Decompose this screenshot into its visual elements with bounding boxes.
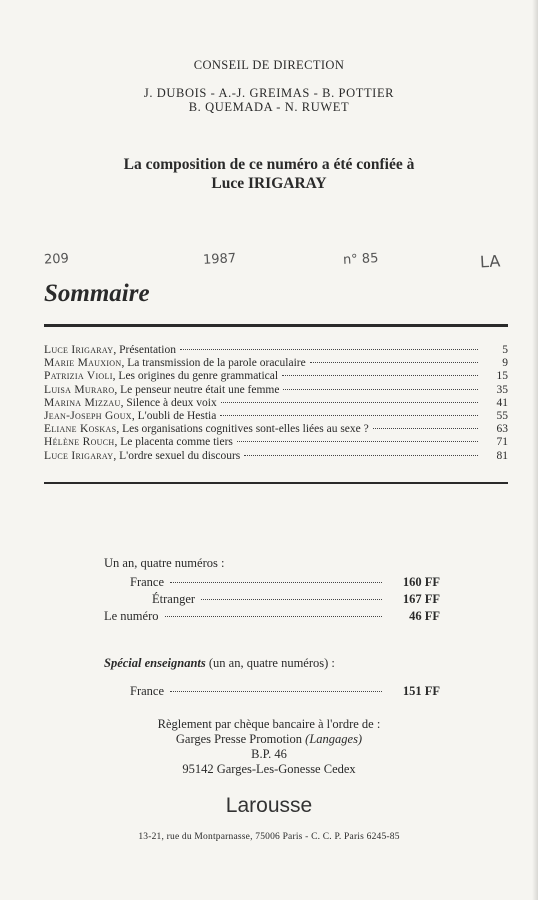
toc-author: Luce Irigaray bbox=[44, 449, 114, 462]
handwritten-note: 209 bbox=[43, 251, 70, 268]
dot-leader bbox=[283, 389, 478, 390]
dot-leader bbox=[221, 402, 478, 403]
toc-entry: Marina Mizzau, Silence à deux voix 41 bbox=[44, 396, 508, 409]
publisher-address: 13-21, rue du Montparnasse, 75006 Paris - C. C. P. Paris 6245-85 bbox=[138, 832, 400, 842]
toc-page: 71 bbox=[496, 436, 508, 449]
dot-leader bbox=[170, 691, 382, 692]
divider bbox=[44, 324, 508, 327]
price-label: France bbox=[130, 684, 165, 698]
price-label: Étranger bbox=[152, 592, 196, 606]
toc-page: 9 bbox=[502, 357, 508, 370]
special-teachers-offer bbox=[104, 656, 440, 700]
dot-leader bbox=[220, 415, 478, 416]
toc-entry: Luce Irigaray, Présentation 5 bbox=[44, 344, 508, 356]
dot-leader bbox=[201, 599, 382, 600]
toc-entry: Eliane Koskas, Les organisations cognitives sont-elles liées au sexe ? 63 bbox=[44, 423, 508, 436]
toc-title: L'oubli de Hestia bbox=[137, 410, 217, 423]
toc-title: La transmission de la parole oraculaire bbox=[127, 357, 306, 370]
handwritten-note: LA bbox=[479, 251, 501, 272]
composition-note bbox=[0, 155, 538, 193]
special-heading-bold: Spécial enseignants bbox=[104, 656, 206, 670]
toc-author: Luce Irigaray bbox=[44, 344, 114, 356]
price-row bbox=[104, 574, 440, 591]
dot-leader bbox=[237, 441, 478, 442]
composition-line-1: La composition de ce numéro a été confiée à bbox=[123, 156, 415, 173]
price-amount: 160 FF bbox=[402, 575, 440, 589]
payment-line: 95142 Garges-Les-Gonesse Cedex bbox=[182, 762, 356, 776]
handwritten-note: n° 85 bbox=[342, 251, 379, 268]
toc-entry: Luisa Muraro, Le penseur neutre était une femme 35 bbox=[44, 383, 508, 396]
price-row bbox=[104, 608, 440, 625]
payment-line: B.P. 46 bbox=[251, 747, 287, 761]
board-members-line-2: B. QUEMADA - N. RUWET bbox=[188, 100, 350, 114]
dot-leader bbox=[165, 616, 383, 617]
price-amount: 46 FF bbox=[409, 609, 440, 623]
dot-leader bbox=[170, 582, 382, 583]
toc-title: Le penseur neutre était une femme bbox=[120, 383, 280, 396]
price-label: Le numéro bbox=[104, 609, 159, 623]
payee-journal: (Langages) bbox=[305, 732, 363, 746]
toc-page: 55 bbox=[496, 410, 508, 423]
payment-line bbox=[0, 732, 538, 747]
toc-entry: Jean-Joseph Goux, L'oubli de Hestia 55 bbox=[44, 410, 508, 423]
price-amount: 151 FF bbox=[402, 684, 440, 698]
table-of-contents bbox=[44, 344, 508, 463]
toc-title: Présentation bbox=[119, 344, 176, 356]
price-amount: 167 FF bbox=[402, 592, 440, 606]
special-heading-rest: (un an, quatre numéros) : bbox=[208, 656, 335, 670]
divider bbox=[44, 482, 508, 484]
sommaire-heading: Sommaire bbox=[44, 280, 150, 307]
handwritten-note: 1987 bbox=[202, 251, 237, 268]
toc-page: 5 bbox=[502, 344, 508, 356]
toc-entry: Hélène Rouch, Le placenta comme tiers 71 bbox=[44, 436, 508, 449]
special-heading bbox=[104, 656, 440, 671]
toc-page: 41 bbox=[496, 396, 508, 409]
toc-title: Les origines du genre grammatical bbox=[118, 370, 279, 383]
toc-page: 35 bbox=[496, 383, 508, 396]
toc-entry: Patrizia Violi, Les origines du genre grammatical 15 bbox=[44, 370, 508, 383]
dot-leader bbox=[310, 362, 478, 363]
toc-author: Patrizia Violi bbox=[44, 370, 113, 383]
payment-instructions bbox=[0, 717, 538, 777]
subscription-prices bbox=[104, 556, 440, 625]
toc-author: Hélène Rouch bbox=[44, 436, 115, 449]
toc-title: Silence à deux voix bbox=[126, 396, 217, 409]
toc-title: Les organisations cognitives sont-elles liées au sexe ? bbox=[122, 423, 369, 436]
toc-entry: Marie Mauxion, La transmission de la parole oraculaire 9 bbox=[44, 357, 508, 370]
board-title: CONSEIL DE DIRECTION bbox=[193, 58, 345, 72]
toc-author: Marie Mauxion bbox=[44, 357, 122, 370]
toc-author: Marina Mizzau bbox=[44, 396, 121, 409]
toc-title: Le placenta comme tiers bbox=[120, 436, 233, 449]
toc-author: Jean-Joseph Goux bbox=[44, 410, 132, 423]
price-row bbox=[104, 591, 440, 608]
publisher-logo: Larousse bbox=[225, 794, 313, 817]
payee-name: Garges Presse Promotion bbox=[175, 732, 303, 746]
page-edge-shadow bbox=[532, 0, 538, 900]
toc-page: 81 bbox=[496, 449, 508, 462]
payment-line: Règlement par chèque bancaire à l'ordre de : bbox=[157, 717, 381, 731]
dot-leader bbox=[244, 455, 478, 456]
board-members-line-1: J. DUBOIS - A.-J. GREIMAS - B. POTTIER bbox=[143, 86, 395, 100]
dot-leader bbox=[373, 428, 478, 429]
toc-author: Eliane Koskas bbox=[44, 423, 117, 436]
toc-page: 63 bbox=[496, 423, 508, 436]
price-label: France bbox=[130, 575, 165, 589]
toc-page: 15 bbox=[496, 370, 508, 383]
dot-leader bbox=[180, 349, 478, 350]
toc-title: L'ordre sexuel du discours bbox=[119, 449, 241, 462]
subscription-heading: Un an, quatre numéros : bbox=[104, 556, 225, 570]
price-row bbox=[104, 683, 440, 700]
composition-line-2: Luce IRIGARAY bbox=[211, 175, 327, 192]
dot-leader bbox=[282, 375, 478, 376]
toc-entry: Luce Irigaray, L'ordre sexuel du discours 81 bbox=[44, 449, 508, 462]
toc-author: Luisa Muraro bbox=[44, 383, 115, 396]
